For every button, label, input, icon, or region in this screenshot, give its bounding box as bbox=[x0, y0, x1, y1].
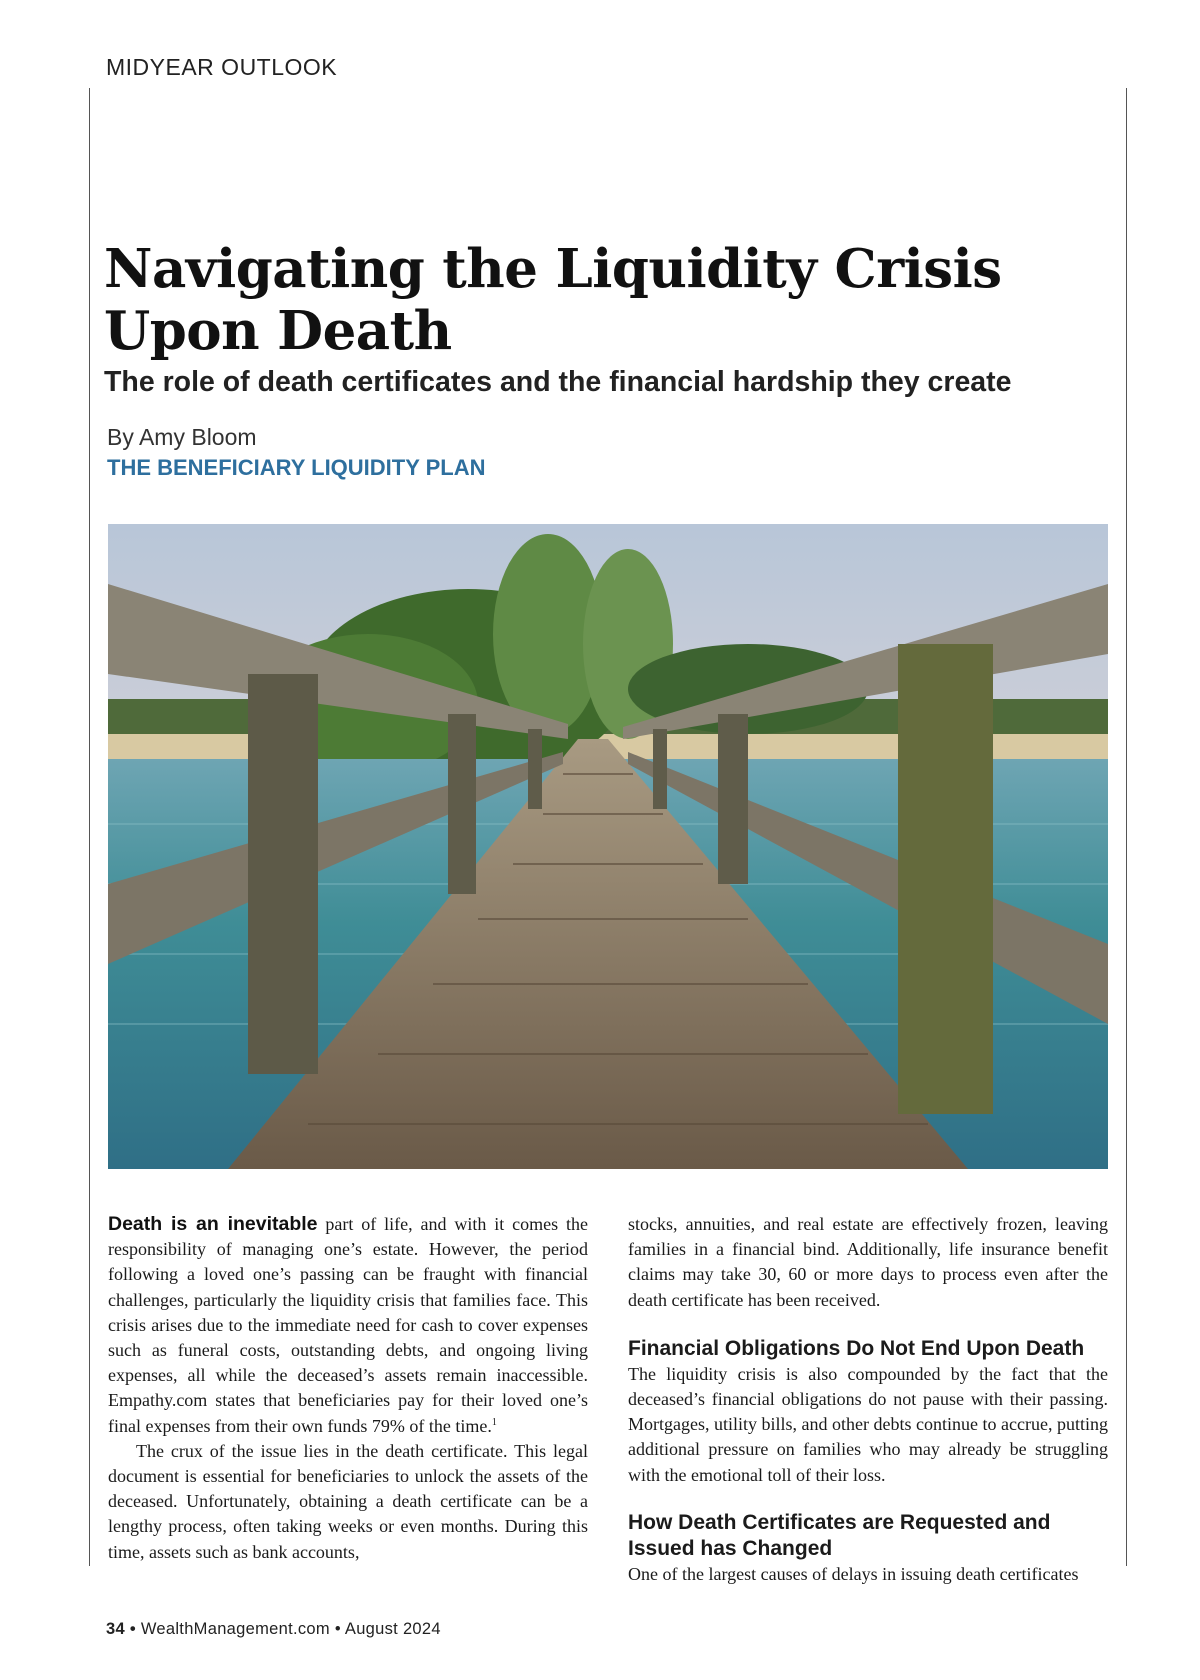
title-line-2: Upon Death bbox=[104, 300, 452, 362]
author-organization: THE BENEFICIARY LIQUIDITY PLAN bbox=[107, 455, 486, 480]
section-heading: Financial Obligations Do Not End Upon Death bbox=[628, 1336, 1085, 1360]
footer-separator: • bbox=[334, 1620, 341, 1638]
lead-in: Death is an inevitable bbox=[108, 1213, 318, 1235]
hero-photo bbox=[108, 524, 1108, 1169]
footer-separator: • bbox=[129, 1620, 136, 1638]
byline: By Amy Bloom bbox=[107, 424, 257, 450]
body-paragraph: The crux of the issue lies in the death certificate. This legal document is essential for beneficiaries to unlock the assets of the deceased. Unfortunately, obtaining a death certificate can be a lengthy process, often taking weeks or even months. During this time, assets such as bank accounts, bbox=[108, 1440, 588, 1562]
title-line-1: Navigating the Liquidity Crisis bbox=[104, 238, 1002, 300]
body-column-2 bbox=[628, 1212, 1108, 1587]
article-title bbox=[104, 238, 1104, 362]
page-number: 34 bbox=[106, 1620, 125, 1638]
issue-date: August 2024 bbox=[344, 1620, 441, 1638]
paragraph-text: part of life, and with it comes the responsibility of managing one’s estate. However, the period following a loved one’s passing can be fraught with financial challenges, particularly the liquidity crisis that families face. This crisis arises due to the immediate need for cash to cover expenses such as funeral costs, outstanding debts, and ongoing living expenses, all while the deceased’s assets remain inaccessible. Empathy.com states that beneficiaries pay for their loved one’s final expenses from their own funds 79% of the time. bbox=[108, 1214, 589, 1436]
page-footer bbox=[106, 1620, 441, 1639]
right-column-rule bbox=[1126, 88, 1127, 1566]
bridge-lake-illustration bbox=[108, 524, 1108, 1169]
footnote-marker: 1 bbox=[491, 1416, 497, 1428]
body-paragraph: The liquidity crisis is also compounded by the fact that the deceased’s financial obligations do not pause with their passing. Mortgages, utility bills, and other debts continue to accrue, putting additional pressure on families who may already be struggling with the emotional toll of their loss. bbox=[628, 1363, 1108, 1485]
section-heading: How Death Certificates are Requested and Issued has Changed bbox=[628, 1510, 1051, 1560]
body-column-1 bbox=[108, 1212, 588, 1565]
body-paragraph: stocks, annuities, and real estate are effectively frozen, leaving families in a financial bind. Additionally, life insurance benefit claims may take 30, 60 or more days to process even after the death certificate has been received. bbox=[628, 1214, 1108, 1310]
body-paragraph bbox=[108, 1212, 588, 1439]
article-subtitle: The role of death certificates and the financial hardship they create bbox=[104, 366, 1012, 398]
section-label: MIDYEAR OUTLOOK bbox=[106, 54, 338, 80]
body-paragraph: One of the largest causes of delays in issuing death certificates bbox=[628, 1563, 1079, 1584]
publication-name: WealthManagement.com bbox=[140, 1620, 330, 1638]
left-column-rule bbox=[89, 88, 90, 1566]
